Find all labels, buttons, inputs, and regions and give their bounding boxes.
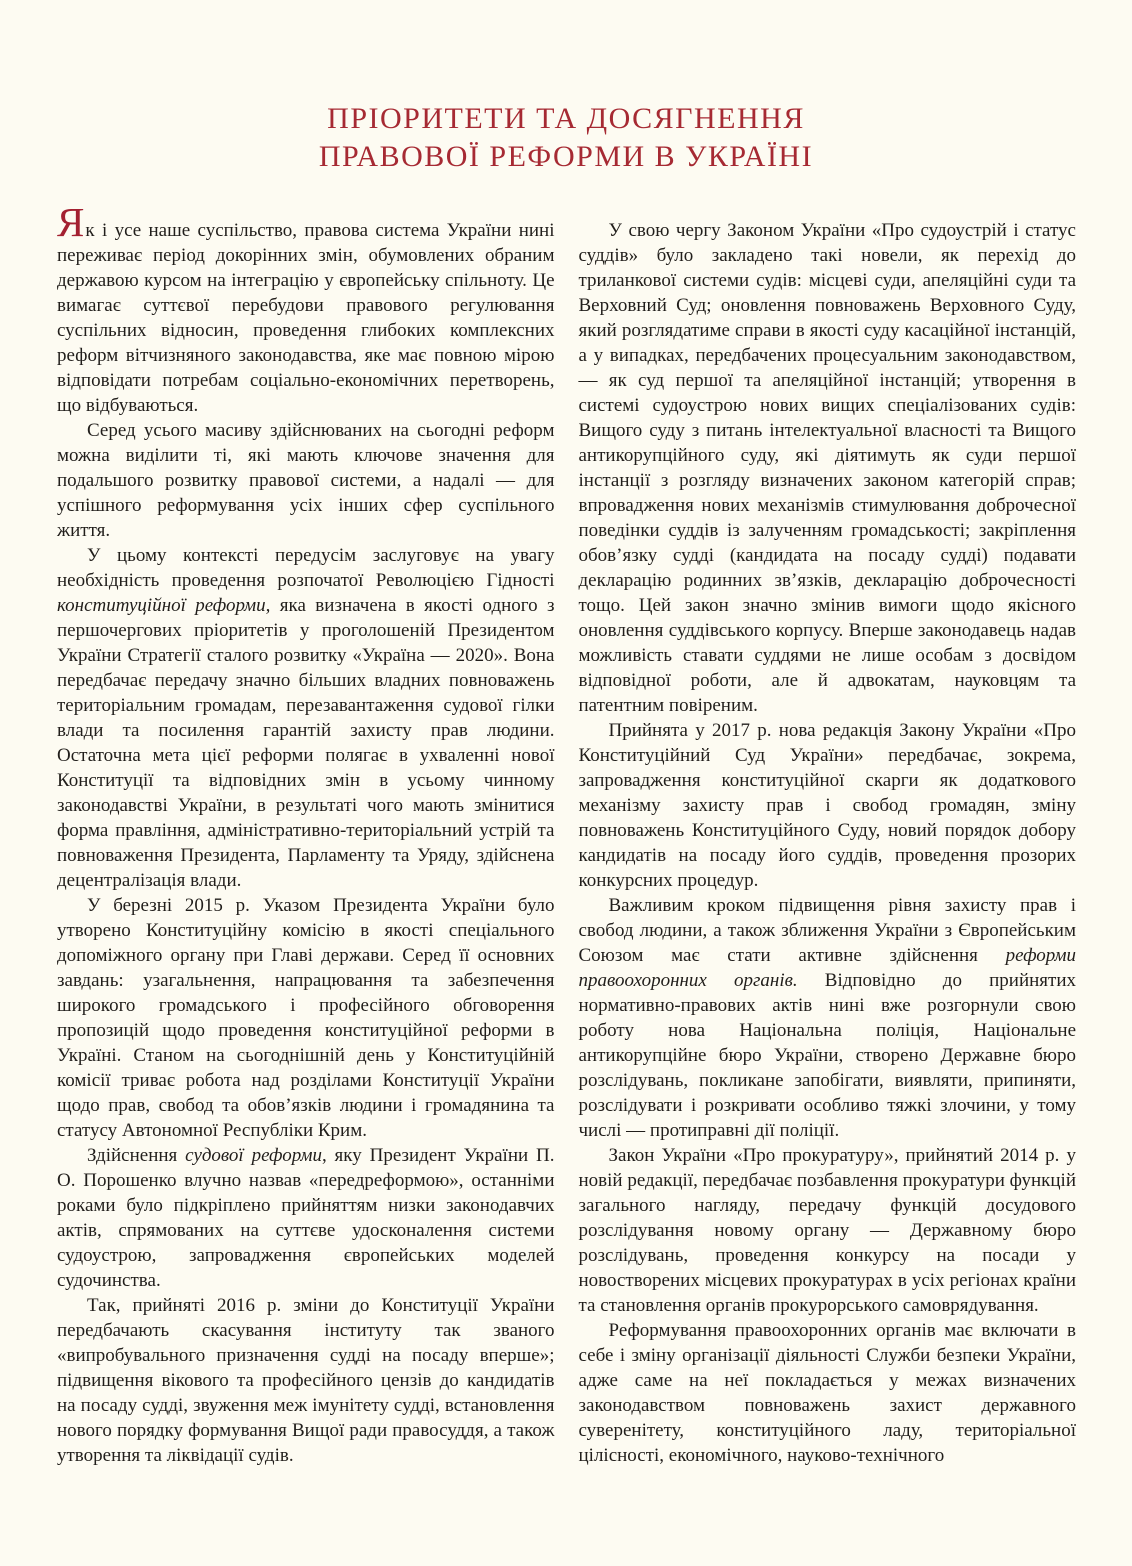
text-run: У березні 2015 р. Указом Президента України було утворено Конституційну комісію в якості спеціального допоміжного органу при Главі держави. Серед її основних завдань: узагальнення, напрацювання та забезпечення широкого громадського і професійного обговорення пропозицій щодо проведення конституційної реформи в Україні. Станом на сьогоднішній день у Конституційній комісії триває робота над розділами Конституції України щодо прав, свобод та обов’язків людини і громадянина та статусу Автономної Республіки Крим. [57,895,555,1141]
article-columns [57,199,1076,1468]
paragraph [57,1143,555,1293]
column-left [57,199,555,1468]
paragraph [579,893,1077,1143]
paragraph [57,543,555,893]
text-run: Реформування правоохоронних органів має включати в себе і зміну організації діяльності Служби безпеки України, адже саме на неї покладається у межах визначених законодавством повноважень захист державного суверенітету, конституційного ладу, територіальної цілісності, економічного, науково-технічного [578,1320,1076,1466]
paragraph [579,1318,1077,1468]
text-run: судової реформи [185,1145,322,1166]
text-run: Здійснення [87,1145,186,1166]
paragraph [579,1143,1077,1318]
text-run: к і усе наше суспільство, правова система України нині переживає період докорінних змін, обумовлених обраним державою курсом на інтеграцію у європейську спільноту. Це вимагає суттєвої перебудови правового регулювання суспільних відносин, проведення глибоких комплексних реформ вітчизняного законодавства, яке має повною мірою відповідати потребам соціально-економічних перетворень, що відбуваються. [57,220,555,416]
text-run: Прийнята у 2017 р. нова редакція Закону України «Про Конституційний Суд України» передбачає, зокрема, запровадження конституційної скарги як додаткового механізму захисту прав і свобод громадян, зміну повноважень Конституційного Суду, новий порядок добору кандидатів на посаду його суддів, проведення прозорих конкурсних процедур. [578,720,1076,891]
text-run: , яку Президент України П. О. Порошенко влучно назвав «передреформою», останніми роками було підкріплено прийняттям низки законодавчих актів, спрямованих на суттєве удосконалення системи судоустрою, запровадження європейських моделей судочинства. [57,1145,555,1291]
page-title-line1: ПРІОРИТЕТИ ТА ДОСЯГНЕННЯ [327,102,805,135]
paragraph [57,893,555,1143]
drop-cap: Я [57,199,85,245]
text-run: Важливим кроком підвищення рівня захисту прав і свобод людини, а також зближення України з Європейським Союзом має стати активне здійснення [578,895,1076,966]
text-run: яка визначена в якості одного з першочергових пріоритетів у проголошеній Президентом України Стратегії сталого розвитку «Україна — 2020». Вона передбачає передачу значно більших владних повноважень територіальним громадам, перезавантаження судової гілки влади та посилення гарантій захисту прав людини. Остаточна мета цієї реформи полягає в ухваленні нової Конституції та відповідних змін в усьому чинному законодавстві України, в результаті чого мають змінитися форма правління, адміністративно-територіальний устрій та повноваження Президента, Парламенту та Уряду, здійснена децентралізація влади. [57,595,555,891]
text-run: Відповідно до прийнятих нормативно-правових актів нині вже розгорнули свою роботу нова Національна поліція, Національне антикорупційне бюро України, створено Державне бюро розслідувань, покликане запобігати, виявляти, припиняти, розслідувати і розкривати особливо тяжкі злочини, у тому числі — протиправні дії поліції. [578,970,1076,1141]
page-title [0,100,1132,176]
text-run: У свою чергу Законом України «Про судоустрій і статус суддів» було закладено такі новели, як перехід до триланкової системи судів: місцеві суди, апеляційні суди та Верховний Суд; оновлення повноважень Верховного Суду, який розглядатиме справи в якості суду касаційної інстанцій, а у випадках, передбачених процесуальним законодавством, — як суд першої та апеляційної інстанцій; утворення в системі судоустрою нових вищих спеціалізованих судів: Вищого суду з питань інтелектуальної власності та Вищого антикорупційного суду, які діятимуть як суди першої інстанції з розгляду визначених законом категорій справ; впровадження нових механізмів стимулювання доброчесної поведінки суддів із залученням громадськості; закріплення обов’язку судді (кандидата на посаду судді) подавати декларацію родинних зв’язків, декларацію доброчесності тощо. Цей закон значно змінив вимоги щодо якісного оновлення суддівського корпусу. Вперше законодавець надав можливість ставати суддями не лише особам з досвідом відповідної роботи, але й адвокатам, науковцям та патентним повіреним. [578,220,1076,716]
text-run: реформи правоохоронних органів. [578,945,1076,991]
column-right [579,218,1077,1468]
paragraph [579,218,1077,718]
text-run: У цьому контексті передусім заслуговує на увагу необхідність проведення розпочатої Революцією Гідності [57,545,555,591]
page-title-line2: ПРАВОВОЇ РЕФОРМИ В УКРАЇНІ [318,140,814,173]
text-run: Закон України «Про прокуратуру», прийнятий 2014 р. у новій редакції, передбачає позбавлення прокуратури функцій загального нагляду, передачу функцій досудового розслідування новому органу — Державному бюро розслідувань, проведення конкурсу на посади у новостворених місцевих прокуратурах в усіх регіонах країни та становлення органів прокурорського самоврядування. [578,1145,1076,1316]
text-run: конституційної реформи, [57,595,271,616]
paragraph [579,718,1077,893]
text-run: Серед усього масиву здійснюваних на сьогодні реформ можна виділити ті, які мають ключове значення для подальшого розвитку правової системи, а надалі — для успішного реформування усіх інших сфер суспільного життя. [57,420,555,541]
text-run: Так, прийняті 2016 р. зміни до Конституції України передбачають скасування інституту так званого «випробувального призначення судді на посаду вперше»; підвищення вікового та професійного цензів до кандидатів на посаду судді, звуження меж імунітету судді, встановлення нового порядку формування Вищої ради правосуддя, а також утворення та ліквідації судів. [57,1295,555,1466]
paragraph [57,199,555,418]
paragraph [57,418,555,543]
paragraph [57,1293,555,1468]
